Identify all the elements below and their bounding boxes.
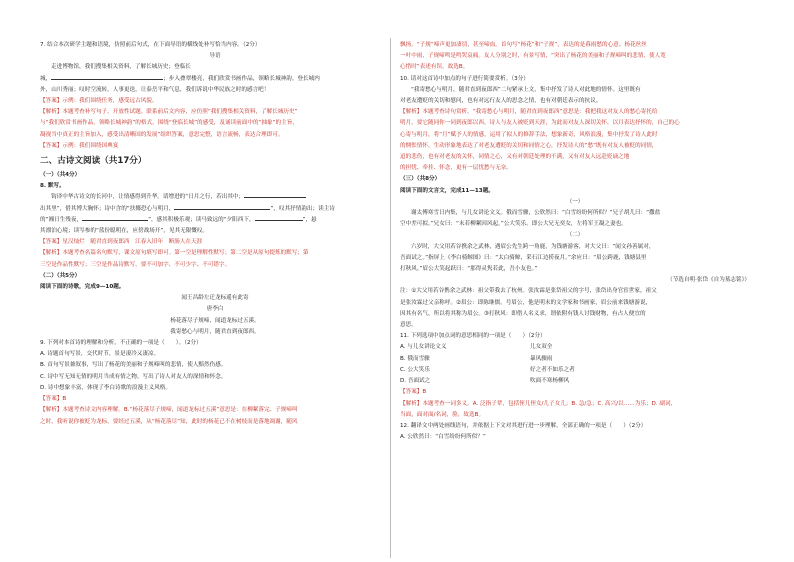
poem-line-2: 我寄愁心与明月，随君直到夜郎西。 (170, 328, 260, 335)
passage-1-mark: （一） (566, 198, 584, 205)
read-poem-instruction: 阅读下面的诗歌，完成9—10题。 (40, 284, 125, 291)
q11-d-right: 吹面不寒杨柳风 (530, 378, 570, 385)
guide-line-2b: ；步入叠翠楼亮，我们欣赏书画作品，领略长城神韵。登长城内 (163, 75, 320, 82)
analysis-10-5: 迢的悲伤，也有对老友的关怀，同情之心，又有对朝廷处理的不满，又有对友人远赴贬谪之地 (400, 154, 630, 161)
guide-line-3: 外，山川秀丽；叹时空流转，人事更迭，让泰岳平和气息，我们诉说中华民族之时的感言吧！ (40, 86, 270, 93)
answer-blank (174, 209, 270, 210)
answer-9: 【答案】B (40, 396, 67, 403)
q9-option-d: D. 诗中想象丰富，体现了李白诗歌的浪漫主义风格。 (40, 384, 171, 391)
q11-b-right: 暴风骤雨 (530, 355, 553, 362)
part-3-label: （三）（共8分） (400, 176, 441, 183)
q8-line-2-text: 出其里”，借其博大胸怀；诗中含的“扶揶恐心与明月， (40, 205, 175, 212)
note-2: 是张汝霖过父亲称呼。②眉公：即陈继儒，号眉公，他是明末的文学家和书画家，眉公前来钱塘游说， (400, 299, 652, 306)
answer-blank (244, 197, 306, 198)
passage-2-line-3: 打秋风。”眉公大笑起跃曰：“那得灵隽若此，吾小友也。” (400, 266, 538, 273)
question-11: 11. 下列选项中加点词的意思相同的一项是（ ）（2分） (400, 333, 546, 340)
q9-option-b: B. 首句写景兼叙事，写出了杨花的美丽和子规啼叫的悲情，使人黯然伤感。 (40, 362, 227, 369)
note-4: 意思。 (400, 322, 417, 329)
passage-2-line-2: 吾面试之。”指屏上《李白骑鲸图》曰：“太白骑鲸，采石江边捞夜月。”余应曰：“眉公跨鹿，钱塘县里 (400, 254, 647, 261)
question-7: 7. 结合本次研学主题和语境，仿照前后句式，在下面导语的横线处补写恰当内容。（2分） (40, 42, 261, 48)
q10-line-1: “我寄愁心与明月，随君直到夜郎西”二句紧承上文，集中抒发了诗人对此地的情怀。这里既有 (411, 86, 641, 93)
analysis-7-2: 与“我们欣赏书画作品，领略长城神韵”的格式，围绕“登临长城”的感受，及诵读前面中的“抽象”的主旨， (40, 120, 298, 127)
part-2-label: （二）（共5分） (40, 272, 81, 279)
answer-blank (82, 220, 148, 221)
q8-line-1 (40, 192, 390, 203)
q9-option-a: A. 诗题首句写景，交代时节，景是凄冷又凄凉。 (40, 351, 160, 358)
poem-title: 闻王昌龄左迁龙标遥有此寄 (181, 295, 249, 302)
q8-line-1-text: 钩译中华古诗文的长河中，让情感得到升华。请增进的“日月之行，若出其中； (51, 194, 245, 201)
question-8: 8. 默写。 (40, 183, 65, 190)
analysis-10-6: 的担忧、牵挂、怀念，更有一层忧愁与无奈。 (400, 165, 512, 172)
answer-blank (51, 79, 163, 80)
analysis-8-1: 【解析】本题考查名篇名句默写，课文原句填写即可。第一空是理解性默写；第二空是从原句提炼的默写；第 (40, 250, 309, 257)
q11-d-left: D. 吾面试之 (400, 378, 431, 385)
section-2-title: 二、古诗文阅读（共17分） (40, 156, 147, 167)
right-column (400, 40, 750, 443)
guide-line-2a: 城， (40, 75, 52, 82)
analysis-10-3: 心寄与明月，将“月”赋予人的情感，运用了拟人的修辞手法，想象新奇，风格浪漫，集中抒发了诗人此时 (400, 131, 658, 138)
q8-line-3 (40, 215, 390, 226)
passage-2-mark: （二） (566, 232, 584, 239)
read-text-instruction: 阅读下面的文言文，完成11—13题。 (400, 187, 494, 194)
q8-line-4: 其漂泊心境；读岑参的“蓝份聪明在，应傍战场开”，见其无限慨叹。 (40, 228, 209, 235)
q12-option-a: A. 公欣然曰：“白雪纷纷何所似？” (400, 434, 486, 441)
q11-option-d (400, 376, 750, 387)
analysis-10-4: 的惆怅情怀，生动形象地表达了对老友遭贬的关切和同情之心，抒发诗人的“愁”既有对友人被贬的同情， (400, 142, 658, 149)
q11-option-a (400, 342, 750, 353)
left-column (40, 40, 390, 428)
q11-a-right: 儿女双全 (530, 344, 553, 351)
analysis-9-cont-3: 心惜时”表述有误。故选B。 (400, 64, 469, 71)
analysis-9-cont-2: 一叶中雨，子规啼鸣是鸣哭哀痛。友人分别之时，有景写情，“突出了杨花的美丽和子规啼叫的悲情，使人宽 (400, 53, 666, 60)
analysis-9-2: 之时，我听说你被贬为龙标，要经过五溪，从“杨花落尽”知，此时的杨花已不在树枝而是落地凋谢，随风 (40, 418, 298, 425)
analysis-10-1: 【解析】本题考查诗句赏析。“我寄愁心与明月，随君直到夜郎西”意思是：我把我这对友人的愁心寄托给 (400, 109, 658, 116)
note-3: 因其有名气，所以将其称为眉公。③打秋风：即借人名义求，谓依附有钱人讨钱财物，有占人便宜的 (400, 310, 646, 317)
q8-line-3-mid: ”，感其积极乐观；读马致远的“夕阳西下， (148, 216, 255, 223)
q11-option-b (400, 354, 750, 365)
guide-line-1: 走进博物馆，我们搜集相关资料，了解长城历史；登临长 (51, 64, 191, 71)
q8-line-3-text: 的“湘日生残夜， (40, 216, 83, 223)
q8-line-3-tail: ”，悬 (302, 216, 317, 223)
passage-2-line-1: 六岁时，大父用若谷携余之武林，遇眉公先生跨一角鹿，为钱塘游客，对大父曰：“闻文孙善属对， (411, 243, 655, 250)
analysis-7-3: 凝视当中真正的主旨加入，感受出清晰国的发展”组织答案，意思完整，语言流畅，表达合理即可。 (40, 131, 284, 138)
analysis-11-2: 当面，面对面/名词，脸，故选B。 (400, 411, 485, 418)
poem-line-1: 杨花落尽子规啼，闻道龙标过五溪。 (170, 317, 260, 324)
q9-option-c: C. 诗中写无知无情的明月当成有情之物，写出了诗人对友人的深情和怀念。 (40, 373, 227, 380)
poem-author: 唐李白 (206, 306, 224, 313)
analysis-9-1: 【解析】本题考查诗文内容理解。B.“杨花落尽子规啼，闻道龙标过五溪”意思是：在柳絮落完、子规啼叫 (40, 407, 298, 414)
answer-7: 【答案】示例：我们围绕任务，感受远古风貌。 (40, 98, 158, 105)
q11-b-left: B. 俄而雪骤 (400, 355, 430, 362)
note-1: 注：①大父用若谷携余之武林：祖父带我去了杭州。张汝霖是张岱祖父的字号，张岱出身官宦世家，祖父 (400, 288, 657, 295)
question-10: 10. 请对这首诗中加点的句子进行简要赏析。（3分） (400, 75, 529, 82)
guide-line-2 (40, 74, 390, 85)
q8-line-2 (40, 204, 390, 215)
analysis-7-1: 【解析】本题考查补写句子，开放性试题。联系前后文内容，应仿照“我们搜集相关资料，了解长城历史” (40, 109, 298, 116)
q11-c-left: C. 公大笑乐 (400, 366, 430, 373)
guide-title: 导语 (209, 53, 221, 60)
q11-a-left: A. 与儿女讲论文义 (400, 344, 447, 351)
answer-7b: 【答案】示例：我们围绕国典宴 (40, 142, 119, 149)
part-1-label: （一）（共4分） (40, 172, 81, 179)
analysis-8-2: 三空是作品性默写；三空是作品诗默写，要不可加字、不可少字、不可错字。 (40, 261, 231, 268)
answer-blank (255, 220, 303, 221)
q8-line-2-tail: ”，叹其抒情韵出；读主诗 (270, 205, 335, 212)
column-divider (390, 38, 391, 558)
answer-11: 【答案】B (400, 389, 427, 396)
analysis-10-2: 明月，要它随同你一同到夜郎以西。诗人与友人被贬到天涯，为此而对友人深切关怀，以月表达抒怀的，自己的心 (400, 120, 680, 127)
analysis-11-1: 【解析】本题考查一词多义。A. 泛指子辈，包括侄儿侄女/儿子女儿；B. 急/急；C. 高兴/以……为乐；D. 副词， (400, 400, 677, 407)
q10-line-2: 对老友遭贬的关切和慰问，也有对远行友人的思念之情，也有对朝廷表示的抗议。 (400, 98, 602, 105)
analysis-9-cont-1: 飘扬。“子规”啼声更加凄切，甚至啼血。首句写“杨花”和“子规”，表达的是暮雨愁的心意。杨花丝丝 (400, 42, 647, 48)
question-12: 12. 翻译文中两处画线语句，并依据上下文对其进行进一步理解，全部正确的一项是（ ）（2分） (400, 422, 647, 429)
answer-8: 【答案】星汉灿烂 随君直到夜郎西 江春入旧年 断肠人在天涯 (40, 239, 203, 246)
passage-1-line-2: 空中差可拟。”兄女曰：“未若柳絮因风起。”公大笑乐。即公大兄无奕女，左将军王凝之妻也。 (400, 221, 627, 228)
question-9: 9. 下列对本首诗的理解和分析，不正确的一项是（ ）。（2分） (40, 340, 202, 347)
q11-c-right: 好之者不如乐之者 (530, 366, 575, 373)
passage-source: （节选自明·张岱《自为墓志铭》） (667, 277, 750, 284)
q11-option-c (400, 365, 750, 376)
passage-1-line-1: 谢太傅寒雪日内集，与儿女讲论文义。俄而雪骤，公欣然曰：“白雪纷纷何所似？”兄子胡儿曰：“撒盐 (411, 210, 661, 217)
